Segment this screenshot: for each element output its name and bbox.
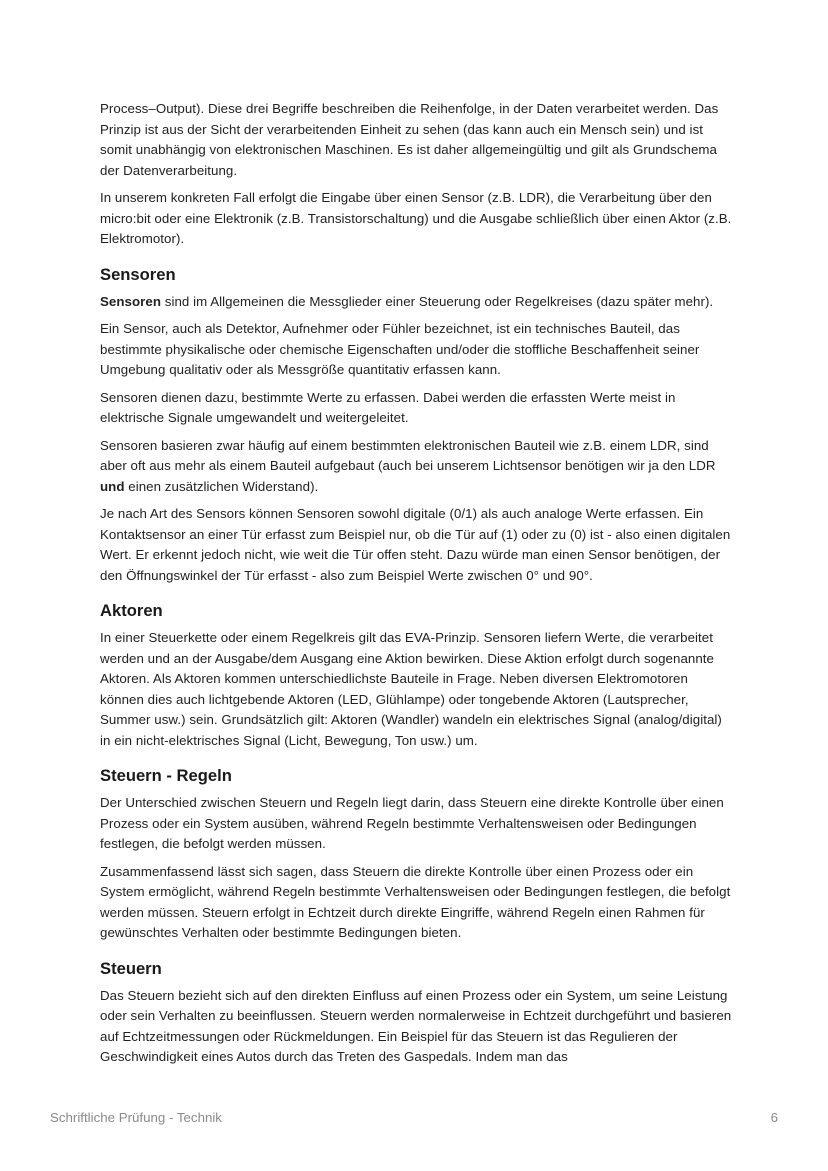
steuern-regeln-paragraph-1: Der Unterschied zwischen Steuern und Regeln liegt darin, dass Steuern eine direkte Kontrolle über einen Prozess oder ein System ausüben, während Regeln bestimmte Verhaltensweisen oder Bedingungen festlegen, die befolgt werden müssen. — [100, 795, 724, 851]
steuern-paragraph-1: Das Steuern bezieht sich auf den direkten Einfluss auf einen Prozess oder ein System, um seine Leistung oder sein Verhalten zu beeinflussen. Steuern werden normalerweise in Echtzeit durchgeführt und basieren auf Echtzeitmessungen oder Rückmeldungen. Ein Beispiel für das Steuern ist das Regulieren der Geschwindigkeit eines Autos durch das Treten des Gaspedals. Indem man das — [100, 987, 732, 1064]
sensoren-bold-term: Sensoren — [100, 293, 161, 309]
footer-page-number: 6 — [770, 1110, 778, 1125]
intro-paragraph-1: Process–Output). Diese drei Begriffe beschreiben die Reihenfolge, in der Daten verarbeitet werden. Das Prinzip ist aus der Sicht der verarbeitenden Einheit zu sehen (das kann auch ein Mensch sein) und ist somit unabhängig von elektronischen Maschinen. Es ist daher allgemeingültig und gilt als Grundschema der Datenverarbeitung. — [100, 101, 719, 178]
sensoren-paragraph-4-bold: und — [100, 478, 125, 494]
sensoren-paragraph-5: Je nach Art des Sensors können Sensoren sowohl digitale (0/1) als auch analoge Werte erfassen. Ein Kontaktsensor an einer Tür erfasst zum Beispiel nur, ob die Tür auf (1) oder zu (0) ist - also einen digitalen Wert. Er erkennt jedoch nicht, wie weit die Tür offen steht. Dazu würde man einen Sensor benötigen, der den Öffnungswinkel der Tür erfasst - also zum Beispiel Werte zwischen 0° und 90°. — [100, 506, 731, 583]
sensoren-paragraph-4-text-b: einen zusätzlichen Widerstand). — [124, 478, 319, 494]
sensoren-paragraph-4-text-a: Sensoren basieren zwar häufig auf einem bestimmten elektronischen Bauteil wie z.B. einem LDR, sind aber oft aus mehr als einem Bauteil aufgebaut (auch bei unserem Lichtsensor benötigen wir ja den LDR — [100, 437, 716, 473]
sensoren-paragraph-4 — [100, 436, 732, 498]
aktoren-paragraph-1: In einer Steuerkette oder einem Regelkreis gilt das EVA-Prinzip. Sensoren liefern Werte, die verarbeitet werden und an der Ausgabe/dem Ausgang eine Aktion bewirken. Diese Aktion erfolgt durch sogenannte Aktoren. Als Aktoren kommen unterschiedlichste Bauteile in Frage. Neben diversen Elektromotoren können dies auch lichtgebende Aktoren (LED, Glühlampe) oder tongebende Aktoren (Lautsprecher, Summer usw.) sein. Grundsätzlich gilt: Aktoren (Wandler) wandeln ein elektrisches Signal (analog/digital) in ein nicht-elektrisches Signal (Licht, Bewegung, Ton usw.) um. — [100, 630, 722, 748]
footer-document-title: Schriftliche Prüfung - Technik — [50, 1110, 222, 1125]
heading-steuern: Steuern — [100, 958, 162, 978]
intro-paragraph-2: In unserem konkreten Fall erfolgt die Eingabe über einen Sensor (z.B. LDR), die Verarbeitung über den micro:bit oder eine Elektronik (z.B. Transistorschaltung) und die Ausgabe schließlich über einen Aktor (z.B. Elektromotor). — [100, 190, 732, 246]
sensoren-paragraph-1-text: sind im Allgemeinen die Messglieder einer Steuerung oder Regelkreises (dazu später mehr). — [161, 293, 714, 309]
page-content — [100, 99, 732, 1075]
heading-aktoren: Aktoren — [100, 601, 163, 620]
sensoren-paragraph-3: Sensoren dienen dazu, bestimmte Werte zu erfassen. Dabei werden die erfassten Werte meist in elektrische Signale umgewandelt und weitergeleitet. — [100, 389, 676, 425]
steuern-regeln-paragraph-2: Zusammenfassend lässt sich sagen, dass Steuern die direkte Kontrolle über einen Prozess oder ein System ermöglicht, während Regeln bestimmte Verhaltensweisen oder Bedingungen festlegen, die befolgt werden müssen. Steuern erfolgt in Echtzeit durch direkte Eingriffe, während Regeln einen Rahmen für gewünschtes Verhalten oder bestimmte Bedingungen bieten. — [100, 863, 731, 940]
sensoren-paragraph-2: Ein Sensor, auch als Detektor, Aufnehmer oder Fühler bezeichnet, ist ein technisches Bauteil, das bestimmte physikalische oder chemische Eigenschaften und/oder die stoffliche Beschaffenheit seiner Umgebung qualitativ oder als Messgröße quantitativ erfassen kann. — [100, 321, 700, 377]
sensoren-paragraph-1 — [100, 292, 732, 313]
heading-steuern-regeln: Steuern - Regeln — [100, 766, 232, 785]
heading-sensoren: Sensoren — [100, 264, 176, 284]
